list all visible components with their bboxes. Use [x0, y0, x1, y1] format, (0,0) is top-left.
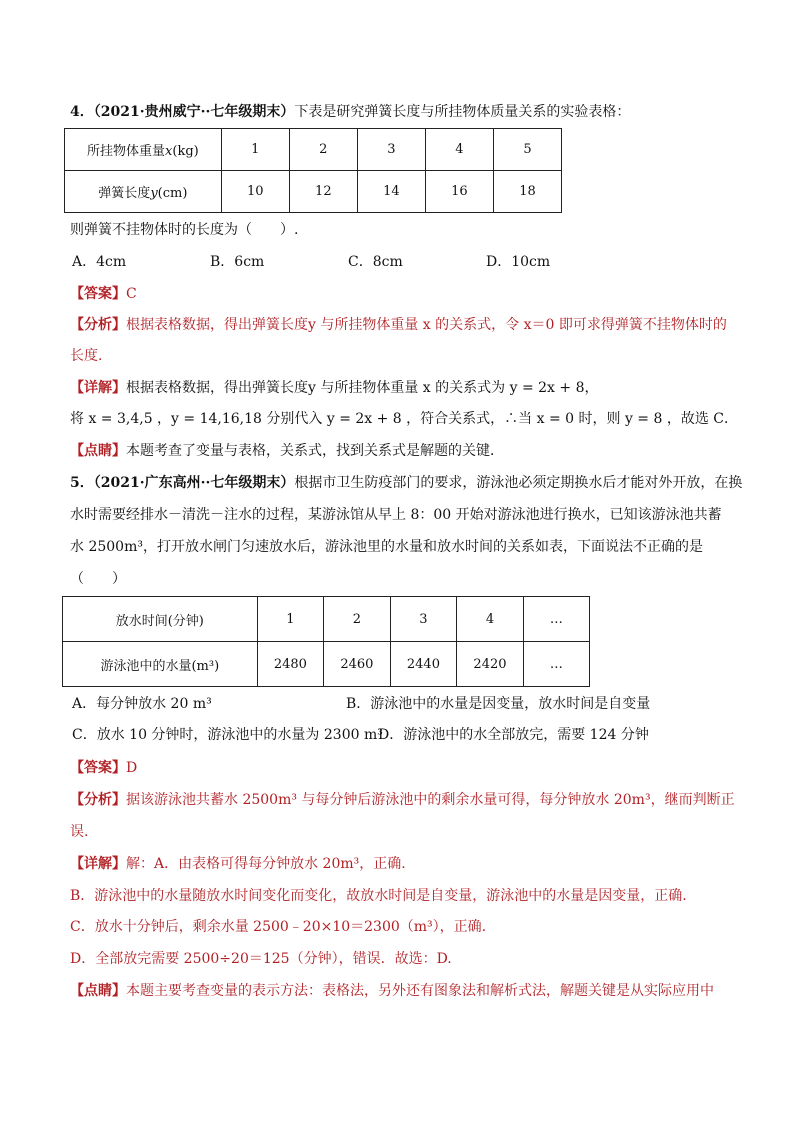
- q5-analysis-line-1: [70, 790, 735, 810]
- q5-detail-line-2: B．游泳池中的水量随放水时间变化而变化，故放水时间是自变量，游泳池中的水量是因变量，正确.: [70, 888, 687, 904]
- q4-table: [64, 128, 562, 213]
- q4-header: [70, 102, 730, 122]
- q4-detail-line-1: [70, 378, 730, 398]
- q5-answer: [70, 758, 730, 778]
- q4-stem: 下表是研究弹簧长度与所挂物体质量关系的实验表格：: [294, 104, 631, 120]
- q5-table: [62, 596, 590, 687]
- q5-analysis-line-2: 误.: [70, 824, 89, 840]
- q4-analysis-text: 根据表格数据，得出弹簧长度y 与所挂物体重量 x 的关系式，令 x＝0 即可求得弹簧不挂物体时的: [126, 317, 727, 333]
- q5-detail-line-4: D．全部放完需要 2500÷20＝125（分钟），错误．故选：D.: [70, 951, 452, 967]
- q4-answer-tag: 【答案】: [70, 286, 126, 302]
- q5-answer-value: D: [126, 760, 138, 776]
- table-cell: 1: [257, 597, 324, 642]
- q4-comment: [70, 441, 730, 461]
- table-cell: 2480: [257, 642, 324, 687]
- q4-answer: [70, 284, 730, 304]
- q4-option-d: D．10cm: [486, 254, 551, 270]
- q5-table-row-water: [63, 642, 590, 687]
- q4-question: 则弹簧不挂物体时的长度为（ ）.: [70, 222, 299, 238]
- q4-table-header-length: 弹簧长度y(cm): [65, 171, 222, 213]
- q5-table-header-water: 游泳池中的水量(m³): [63, 642, 258, 687]
- q4-comment-tag: 【点睛】: [70, 443, 126, 459]
- q5-header: [70, 473, 743, 493]
- q5-detail-tag: 【详解】: [70, 856, 126, 872]
- table-cell: 18: [493, 171, 561, 213]
- q4-number: 4．: [70, 104, 94, 120]
- q4-table-row-length: [65, 171, 562, 213]
- q5-source: （2021·广东高州··七年级期末）: [93, 475, 295, 491]
- q5-detail-text: 解：A．由表格可得每分钟放水 20m³，正确.: [126, 856, 406, 872]
- table-cell: 2440: [390, 642, 457, 687]
- q5-detail-line-1: [70, 854, 730, 874]
- q5-option-b: B．游泳池中的水量是因变量，放水时间是自变量: [346, 696, 651, 712]
- q5-detail-line-3: C．放水十分钟后，剩余水量 2500﹣20×10＝2300（m³），正确.: [70, 919, 487, 935]
- q4-answer-value: C: [126, 286, 137, 302]
- q4-option-c: C．8cm: [348, 254, 403, 270]
- table-cell: 3: [390, 597, 457, 642]
- q4-source: （2021·贵州威宁··七年级期末）: [93, 104, 295, 120]
- q5-comment-tag: 【点睛】: [70, 983, 126, 999]
- table-cell: 10: [221, 171, 289, 213]
- table-cell: 2: [289, 129, 357, 171]
- q4-detail-tag: 【详解】: [70, 380, 126, 396]
- q5-stem-line-2: 水时需要经排水－清洗－注水的过程，某游泳馆从早上 8：00 开始对游泳池进行换水，已知该游泳池共蓄: [70, 507, 722, 523]
- table-cell: 5: [493, 129, 561, 171]
- q4-detail-text: 根据表格数据，得出弹簧长度y 与所挂物体重量 x 的关系式为 y = 2x + 8，: [126, 380, 599, 396]
- table-cell: 2420: [457, 642, 524, 687]
- table-cell: 1: [221, 129, 289, 171]
- q5-answer-tag: 【答案】: [70, 760, 126, 776]
- q5-stem-line-3: 水 2500m³，打开放水闸门匀速放水后，游泳池里的水量和放水时间的关系如表，下面说法不正确的是: [70, 539, 703, 555]
- q5-number: 5．: [70, 475, 94, 491]
- table-cell: 4: [457, 597, 524, 642]
- table-cell: 3: [357, 129, 425, 171]
- q5-table-row-time: [63, 597, 590, 642]
- q5-option-d: D．游泳池中的水全部放完，需要 124 分钟: [378, 727, 649, 743]
- table-cell: 12: [289, 171, 357, 213]
- table-cell: …: [523, 642, 589, 687]
- q5-analysis-text: 据该游泳池共蓄水 2500m³ 与每分钟后游泳池中的剩余水量可得，每分钟放水 20m³，继而判断正: [126, 792, 735, 808]
- q4-analysis-line-1: [70, 315, 730, 335]
- q4-comment-text: 本题考查了变量与表格，关系式，找到关系式是解题的关键．: [126, 443, 504, 459]
- q5-stem-line-1: 根据市卫生防疫部门的要求，游泳池必须定期换水后才能对外开放，在换: [294, 475, 743, 491]
- table-cell: 4: [425, 129, 493, 171]
- table-cell: 2: [324, 597, 391, 642]
- q4-option-a: A．4cm: [72, 254, 127, 270]
- table-cell: 16: [425, 171, 493, 213]
- q5-stem-line-4: （ ）: [70, 571, 126, 587]
- table-cell: 2460: [324, 642, 391, 687]
- q5-table-header-time: 放水时间(分钟): [63, 597, 258, 642]
- q5-comment-text: 本题主要考查变量的表示方法：表格法，另外还有图象法和解析式法，解题关键是从实际应用中: [126, 983, 714, 999]
- q5-comment: [70, 981, 730, 1001]
- q5-option-c: C．放水 10 分钟时，游泳池中的水量为 2300 m³: [72, 727, 383, 743]
- table-cell: 14: [357, 171, 425, 213]
- q4-table-header-weight: 所挂物体重量x(kg): [65, 129, 222, 171]
- q4-option-b: B．6cm: [210, 254, 265, 270]
- q4-analysis-line-2: 长度.: [70, 348, 103, 364]
- q5-analysis-tag: 【分析】: [70, 792, 126, 808]
- q4-analysis-tag: 【分析】: [70, 317, 126, 333]
- q5-option-a: A．每分钟放水 20 m³: [72, 696, 212, 712]
- q4-table-row-weight: [65, 129, 562, 171]
- q4-detail-line-2: 将 x = 3,4,5 ，y = 14,16,18 分别代入 y = 2x + 8 ，符合关系式，∴当 x = 0 时，则 y = 8 ，故选 C．: [70, 411, 739, 427]
- table-cell: …: [523, 597, 589, 642]
